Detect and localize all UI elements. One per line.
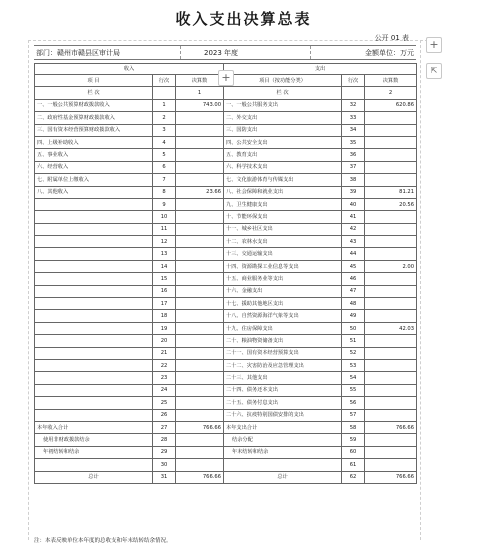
expense-line: 33 [342,112,365,124]
expense-amount [365,459,417,471]
expense-amount: 2.00 [365,260,417,272]
expense-item: 十七、援助其他地区支出 [224,298,342,310]
income-amount [176,347,224,359]
table-row [35,198,417,210]
divider [310,46,311,59]
expense-item: 四、公共安全支出 [224,136,342,148]
expense-amount: 766.66 [365,471,417,483]
expense-amount: 20.56 [365,198,417,210]
income-item: 二、政府性基金预算财政拨款收入 [35,112,153,124]
table-row [35,161,417,173]
expense-item-header: 项目（按功能分类） [224,75,342,87]
income-amount [176,359,224,371]
income-item [35,310,153,322]
income-line: 28 [153,434,176,446]
income-item: 六、经营收入 [35,161,153,173]
department-label: 部门：赣州市赣县区审计局 [36,49,120,57]
expense-amount [365,161,417,173]
expense-amount [365,397,417,409]
expense-item: 二十三、其他支出 [224,372,342,384]
income-line: 27 [153,421,176,433]
expense-amount: 620.86 [365,99,417,111]
expense-item: 本年支出合计 [224,421,342,433]
income-line: 10 [153,211,176,223]
column-number: 2 [365,87,417,99]
table-row [35,248,417,260]
table-row [35,372,417,384]
expense-item: 二十五、债务付息支出 [224,397,342,409]
expense-item: 二十四、债务还本支出 [224,384,342,396]
income-amount [176,310,224,322]
expense-amount [365,298,417,310]
income-item: 四、上级补助收入 [35,136,153,148]
income-amount [176,459,224,471]
income-item: 本年收入合计 [35,421,153,433]
expense-item: 十八、自然资源海洋气象等支出 [224,310,342,322]
expense-line: 48 [342,298,365,310]
income-amount [176,236,224,248]
footnote: 注：本表反映单位本年度的总收支和年末结转结余情况。 [34,538,172,544]
income-item [35,397,153,409]
expense-item: 十四、资源勘探工业信息等支出 [224,260,342,272]
income-amount [176,434,224,446]
guide-line [28,40,29,540]
income-line: 30 [153,459,176,471]
expense-amount [365,149,417,161]
expense-line: 55 [342,384,365,396]
table-row [35,409,417,421]
income-amount [176,198,224,210]
form-number: 公开 01 表 [374,34,409,42]
income-line: 7 [153,174,176,186]
table-header-row [35,87,417,99]
table-row [35,260,417,272]
expense-line: 47 [342,285,365,297]
expense-line: 41 [342,211,365,223]
income-item [35,335,153,347]
income-item: 总计 [35,471,153,483]
column-number: 1 [176,87,224,99]
income-line: 11 [153,223,176,235]
income-amount [176,211,224,223]
add-icon[interactable]: + [218,70,234,86]
income-item [35,372,153,384]
expense-amount [365,446,417,458]
expense-item: 年末结转和结余 [224,446,342,458]
expense-item: 结余分配 [224,434,342,446]
table-row [35,112,417,124]
expense-line: 39 [342,186,365,198]
table-row [35,186,417,198]
income-line: 2 [153,112,176,124]
income-amount [176,298,224,310]
expense-line: 45 [342,260,365,272]
expense-amount [365,372,417,384]
expense-item: 总计 [224,471,342,483]
expense-line: 59 [342,434,365,446]
table-row [35,322,417,334]
table-row [35,310,417,322]
income-item: 三、国有资本经营预算财政拨款收入 [35,124,153,136]
expense-item [224,459,342,471]
income-amount [176,322,224,334]
expense-line: 35 [342,136,365,148]
income-item [35,236,153,248]
column-label: 栏 次 [35,87,153,99]
expense-amount: 42.03 [365,322,417,334]
income-amount [176,409,224,421]
income-line: 1 [153,99,176,111]
table-row [35,471,417,483]
income-amount: 743.00 [176,99,224,111]
income-line: 18 [153,310,176,322]
expense-amount: 766.66 [365,421,417,433]
expense-amount [365,273,417,285]
expense-amount [365,136,417,148]
expense-line: 46 [342,273,365,285]
income-amount [176,285,224,297]
income-amount [176,223,224,235]
income-line: 23 [153,372,176,384]
income-item: 使用非财政拨款结余 [35,434,153,446]
expense-item: 二十二、灾害防治及应急管理支出 [224,359,342,371]
income-amount [176,149,224,161]
table-row [35,421,417,433]
income-amount [176,124,224,136]
income-line: 5 [153,149,176,161]
add-icon[interactable]: + [426,37,442,53]
unit-label: 金额单位：万元 [365,49,414,57]
expense-line: 60 [342,446,365,458]
income-amount [176,273,224,285]
income-line: 29 [153,446,176,458]
collapse-icon[interactable]: ⇱ [426,63,442,79]
income-line: 9 [153,198,176,210]
line-header: 行次 [342,75,365,87]
expense-amount [365,310,417,322]
expense-amount [365,347,417,359]
income-item [35,285,153,297]
table-row [35,99,417,111]
year-label: 2023 年度 [204,49,239,57]
empty-cell [153,87,176,99]
income-item: 年初结转和结余 [35,446,153,458]
income-line: 26 [153,409,176,421]
table-row [35,434,417,446]
expense-item: 十九、住房保障支出 [224,322,342,334]
income-item: 一、一般公共预算财政拨款收入 [35,99,153,111]
expense-amount [365,335,417,347]
table-row [35,397,417,409]
income-line: 21 [153,347,176,359]
expense-line: 54 [342,372,365,384]
expense-item: 二十一、国有资本经营预算支出 [224,347,342,359]
income-item: 七、附属单位上缴收入 [35,174,153,186]
income-line: 3 [153,124,176,136]
income-amount [176,248,224,260]
income-amount [176,397,224,409]
income-amount [176,136,224,148]
income-line: 8 [153,186,176,198]
income-line: 20 [153,335,176,347]
income-line: 25 [153,397,176,409]
income-amount [176,161,224,173]
table-row [35,273,417,285]
income-item [35,223,153,235]
income-item [35,322,153,334]
income-item [35,459,153,471]
table-row [35,149,417,161]
expense-amount [365,359,417,371]
amount-header: 决算数 [176,75,224,87]
income-item [35,409,153,421]
table-row [35,298,417,310]
income-item [35,248,153,260]
expense-amount [365,285,417,297]
income-item [35,359,153,371]
income-header: 收入 [35,64,224,75]
table-row [35,335,417,347]
expense-amount [365,248,417,260]
expense-item: 十三、交通运输支出 [224,248,342,260]
expense-line: 50 [342,322,365,334]
income-item [35,273,153,285]
expense-item: 八、社会保障和就业支出 [224,186,342,198]
income-amount [176,174,224,186]
expense-item: 十一、城乡社区支出 [224,223,342,235]
income-amount [176,335,224,347]
expense-item: 三、国防支出 [224,124,342,136]
expense-header: 支出 [224,64,417,75]
line-header: 行次 [153,75,176,87]
income-item [35,198,153,210]
table-row [35,223,417,235]
expense-item: 十、节能环保支出 [224,211,342,223]
income-amount: 766.66 [176,421,224,433]
expense-line: 57 [342,409,365,421]
expense-line: 42 [342,223,365,235]
income-line: 31 [153,471,176,483]
expense-item: 十五、商业服务业等支出 [224,273,342,285]
expense-line: 62 [342,471,365,483]
income-line: 24 [153,384,176,396]
report-table [34,63,417,484]
income-line: 15 [153,273,176,285]
expense-amount [365,409,417,421]
income-amount: 23.66 [176,186,224,198]
column-label: 栏 次 [224,87,342,99]
income-item [35,298,153,310]
expense-line: 49 [342,310,365,322]
income-item-header: 项 目 [35,75,153,87]
expense-line: 34 [342,124,365,136]
meta-bar [34,45,416,60]
table-row [35,174,417,186]
expense-item: 七、文化旅游体育与传媒支出 [224,174,342,186]
table-row [35,384,417,396]
income-amount [176,112,224,124]
amount-header: 决算数 [365,75,417,87]
expense-line: 37 [342,161,365,173]
table-row [35,136,417,148]
expense-line: 36 [342,149,365,161]
expense-line: 53 [342,359,365,371]
expense-line: 38 [342,174,365,186]
income-item: 八、其他收入 [35,186,153,198]
expense-line: 44 [342,248,365,260]
guide-line [420,40,421,540]
expense-amount [365,174,417,186]
income-amount [176,384,224,396]
expense-line: 58 [342,421,365,433]
income-amount [176,372,224,384]
expense-line: 56 [342,397,365,409]
income-line: 17 [153,298,176,310]
income-line: 6 [153,161,176,173]
income-item [35,384,153,396]
expense-line: 32 [342,99,365,111]
empty-cell [342,87,365,99]
table-row [35,347,417,359]
income-line: 22 [153,359,176,371]
expense-amount: 81.21 [365,186,417,198]
expense-item: 二十、粮油物资储备支出 [224,335,342,347]
expense-line: 43 [342,236,365,248]
page-title: 收入支出决算总表 [175,10,312,28]
expense-item: 一、一般公共服务支出 [224,99,342,111]
income-amount [176,446,224,458]
expense-item: 二十六、抗疫特别国债安排的支出 [224,409,342,421]
income-amount [176,260,224,272]
income-line: 13 [153,248,176,260]
expense-line: 61 [342,459,365,471]
expense-line: 51 [342,335,365,347]
expense-item: 二、外交支出 [224,112,342,124]
income-item [35,347,153,359]
expense-amount [365,384,417,396]
table-row [35,459,417,471]
income-line: 19 [153,322,176,334]
income-line: 14 [153,260,176,272]
income-item [35,260,153,272]
income-line: 12 [153,236,176,248]
table-row [35,211,417,223]
expense-amount [365,434,417,446]
expense-item: 六、科学技术支出 [224,161,342,173]
expense-item: 五、教育支出 [224,149,342,161]
income-line: 16 [153,285,176,297]
table-row [35,236,417,248]
divider [180,46,181,59]
income-item [35,211,153,223]
expense-amount [365,124,417,136]
guide-line [28,40,428,41]
table-row [35,285,417,297]
income-item: 五、事业收入 [35,149,153,161]
expense-item: 十二、农林水支出 [224,236,342,248]
table-row [35,446,417,458]
expense-line: 40 [342,198,365,210]
expense-amount [365,223,417,235]
expense-item: 十六、金融支出 [224,285,342,297]
expense-item: 九、卫生健康支出 [224,198,342,210]
table-row [35,359,417,371]
expense-line: 52 [342,347,365,359]
income-line: 4 [153,136,176,148]
expense-amount [365,211,417,223]
table-row [35,124,417,136]
expense-amount [365,112,417,124]
income-amount: 766.66 [176,471,224,483]
expense-amount [365,236,417,248]
